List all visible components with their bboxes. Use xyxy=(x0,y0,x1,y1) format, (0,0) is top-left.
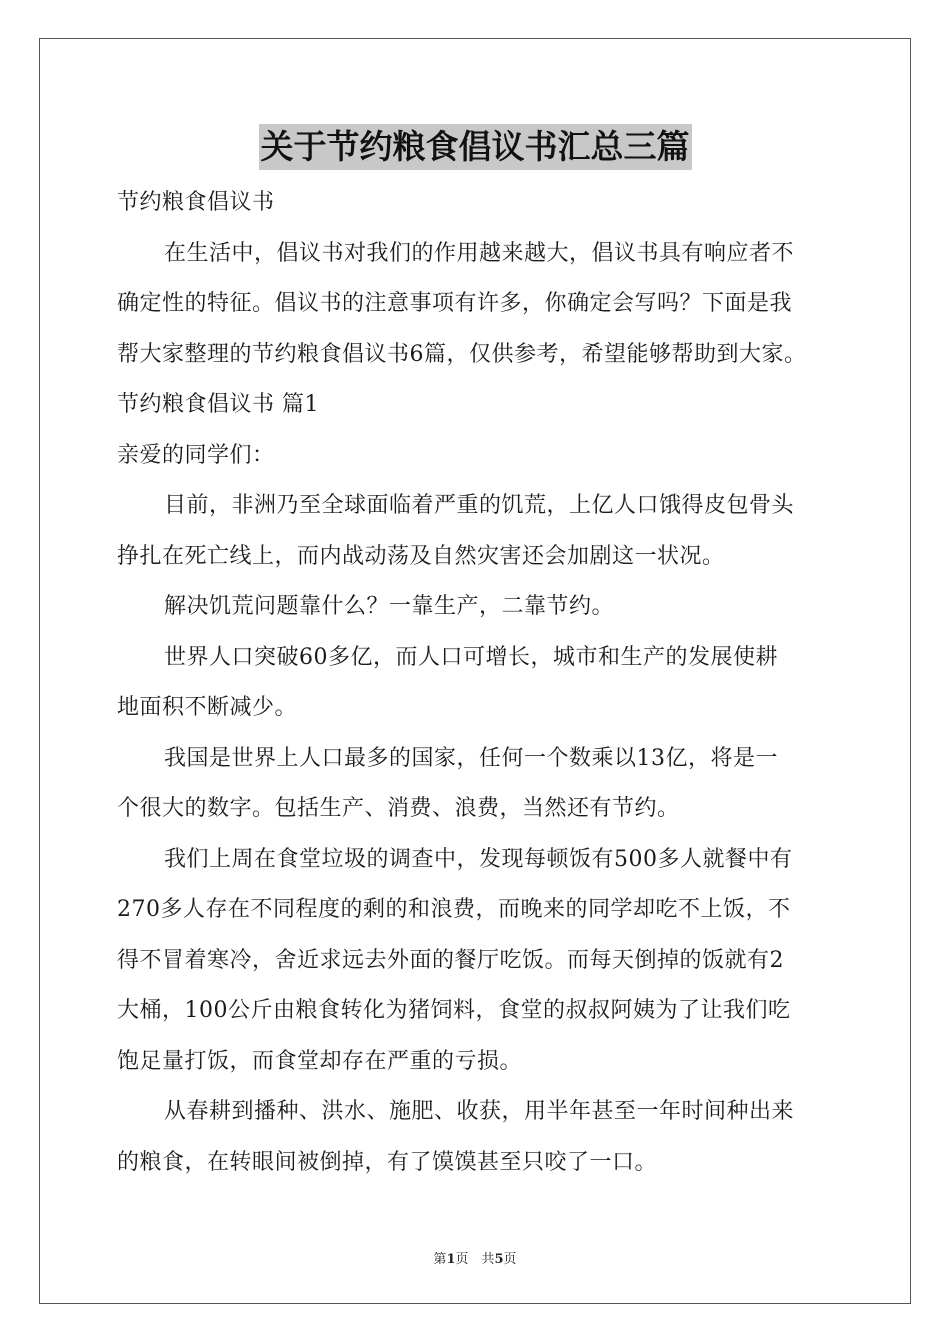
text-line: 个很大的数字。包括生产、消费、浪费，当然还有节约。 xyxy=(117,796,680,821)
text-line: 节约粮食倡议书 xyxy=(117,190,275,215)
text-line: 世界人口突破60多亿，而人口可增长，城市和生产的发展使耕 xyxy=(164,644,778,670)
text-line: 大桶，100公斤由粮食转化为猪饲料，食堂的叔叔阿姨为了让我们吃 xyxy=(117,998,791,1023)
text-line: 在生活中，倡议书对我们的作用越来越大，倡议书具有响应者不 xyxy=(164,240,795,266)
text-line: 从春耕到播种、洪水、施肥、收获，用半年甚至一年时间种出来 xyxy=(164,1099,795,1124)
text-line: 挣扎在死亡线上，而内战动荡及自然灾害还会加剧这一状况。 xyxy=(117,543,725,569)
text-line: 地面积不断减少。 xyxy=(117,695,298,720)
text-line: 270多人存在不同程度的剩的和浪费，而晚来的同学却吃不上饭，不 xyxy=(117,897,791,922)
document-body xyxy=(117,178,841,1188)
footer-page-suffix: 页 xyxy=(503,1252,517,1267)
footer-page-total: 5 xyxy=(494,1252,504,1267)
text-line: 饱足量打饭，而食堂却存在严重的亏损。 xyxy=(117,1048,523,1074)
text-line: 得不冒着寒冷，舍近求远去外面的餐厅吃饭。而每天倒掉的饭就有2 xyxy=(117,947,784,973)
title-wrap xyxy=(0,124,950,170)
footer-page-prefix: 第 xyxy=(433,1252,447,1267)
text-line: 确定性的特征。倡议书的注意事项有许多，你确定会写吗？下面是我 xyxy=(117,291,793,316)
footer-page-current: 1 xyxy=(446,1252,456,1267)
text-line: 节约粮食倡议书 篇1 xyxy=(117,392,319,417)
footer-page-mid: 页 共 xyxy=(455,1252,495,1267)
text-line: 我国是世界上人口最多的国家，任何一个数乘以13亿，将是一 xyxy=(164,745,778,771)
text-line: 我们上周在食堂垃圾的调查中，发现每顿饭有500多人就餐中有 xyxy=(164,846,793,872)
text-line: 帮大家整理的节约粮食倡议书6篇，仅供参考，希望能够帮助到大家。 xyxy=(117,341,807,367)
text-line: 目前，非洲乃至全球面临着严重的饥荒，上亿人口饿得皮包骨头 xyxy=(164,493,795,518)
text-line: 亲爱的同学们： xyxy=(117,442,275,468)
page-footer xyxy=(0,1248,950,1267)
text-line: 的粮食，在转眼间被倒掉，有了馍馍甚至只咬了一口。 xyxy=(117,1149,658,1175)
text-line: 解决饥荒问题靠什么？一靠生产，二靠节约。 xyxy=(164,594,615,619)
document-title: 关于节约粮食倡议书汇总三篇 xyxy=(259,124,692,170)
